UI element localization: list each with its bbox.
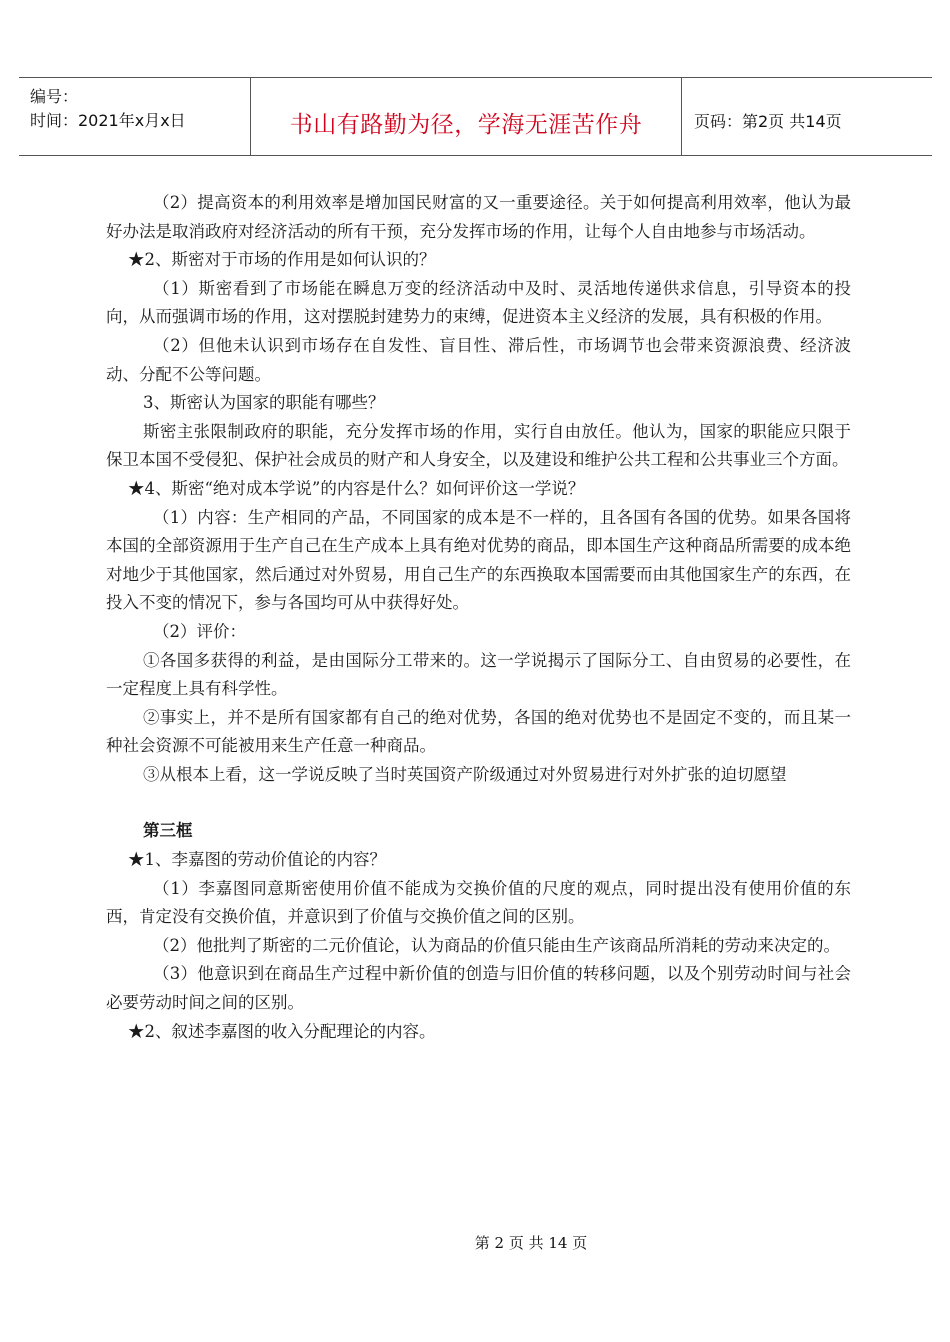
paragraph: （3）他意识到在商品生产过程中新价值的创造与旧价值的转移问题，以及个别劳动时间与社会必要劳动时间之间的区别。: [106, 964, 851, 1013]
header-meta-cell: [19, 78, 251, 155]
paragraph: （1）内容：生产相同的产品，不同国家的成本是不一样的，且各国有各国的优势。如果各国将本国的全部资源用于生产自己在生产成本上具有绝对优势的商品，即本国生产这种商品所需要的成本绝对地少于其他国家，然后通过对外贸易，用自己生产的东西换取本国需要而由其他国家生产的东西，在投入不变的情况下，参与各国均可从中获得好处。: [106, 507, 851, 613]
motto: 书山有路勤为径，学海无涯苦作舟: [289, 112, 643, 138]
paragraph: （2）他批判了斯密的二元价值论，认为商品的价值只能由生产该商品所消耗的劳动来决定的。: [153, 935, 840, 955]
header-page-cell: [682, 78, 932, 155]
document-number: 编号：: [30, 87, 79, 106]
paragraph: （1）李嘉图同意斯密使用价值不能成为交换价值的尺度的观点，同时提出没有使用价值的东西，肯定没有交换价值，并意识到了价值与交换价值之间的区别。: [106, 878, 851, 927]
document-header: [19, 77, 932, 156]
question: ★2、叙述李嘉图的收入分配理论的内容。: [128, 1021, 436, 1041]
page-code: 页码：第2页 共14页: [694, 112, 842, 131]
document-date: 时间：2021年x月x日: [30, 111, 186, 130]
spacer: [106, 789, 851, 817]
section-heading: 第三框: [143, 821, 193, 841]
document-body: [106, 189, 851, 1046]
page-footer: [0, 1232, 950, 1253]
footer-page-number: 第 2 页 共 14 页: [474, 1234, 588, 1252]
question: ★1、李嘉图的劳动价值论的内容？: [128, 850, 386, 870]
paragraph: 斯密主张限制政府的职能，充分发挥市场的作用，实行自由放任。他认为，国家的职能应只限于保卫本国不受侵犯、保护社会成员的财产和人身安全，以及建设和维护公共工程和公共事业三个方面。: [106, 421, 851, 470]
paragraph: （2）提高资本的利用效率是增加国民财富的又一重要途径。关于如何提高利用效率，他认为最好办法是取消政府对经济活动的所有干预，充分发挥市场的作用，让每个人自由地参与市场活动。: [106, 193, 851, 241]
paragraph: （1）斯密看到了市场能在瞬息万变的经济活动中及时、灵活地传递供求信息，引导资本的投向，从而强调市场的作用，这对摆脱封建势力的束缚，促进资本主义经济的发展，具有积极的作用。: [106, 278, 851, 327]
header-motto-cell: [251, 78, 682, 155]
paragraph: ①各国多获得的利益，是由国际分工带来的。这一学说揭示了国际分工、自由贸易的必要性，在一定程度上具有科学性。: [106, 650, 851, 699]
paragraph: （2）但他未认识到市场存在自发性、盲目性、滞后性，市场调节也会带来资源浪费、经济波动、分配不公等问题。: [106, 335, 851, 384]
question: ★4、斯密“绝对成本学说”的内容是什么？如何评价这一学说？: [128, 478, 585, 498]
paragraph: ③从根本上看，这一学说反映了当时英国资产阶级通过对外贸易进行对外扩张的迫切愿望: [143, 764, 787, 784]
paragraph: ②事实上，并不是所有国家都有自己的绝对优势，各国的绝对优势也不是固定不变的，而且某一种社会资源不可能被用来生产任意一种商品。: [106, 707, 851, 756]
question: ★2、斯密对于市场的作用是如何认识的？: [128, 250, 436, 270]
paragraph: （2）评价：: [153, 621, 246, 641]
question: 3、斯密认为国家的职能有哪些？: [143, 393, 385, 413]
